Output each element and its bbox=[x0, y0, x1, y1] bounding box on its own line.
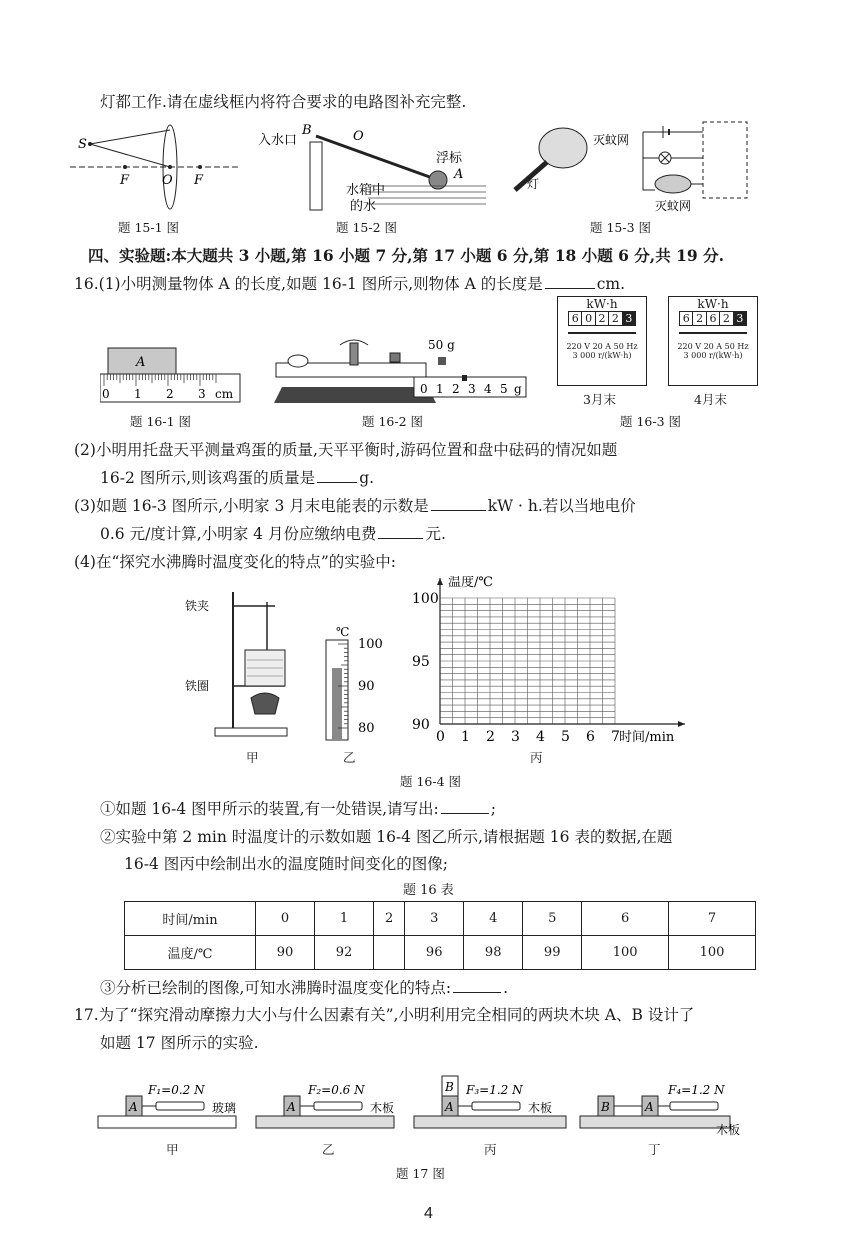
clamp-label: 铁夹 bbox=[185, 599, 210, 613]
surface-board-4: 木板 bbox=[716, 1123, 741, 1137]
svg-text:cm: cm bbox=[215, 387, 234, 401]
q16-part3a: (3)如题 16-3 图所示,小明家 3 月末电能表的示数是 kW · h.若以当地电价 bbox=[74, 494, 636, 516]
svg-text:B: B bbox=[445, 1080, 454, 1094]
label-S: S bbox=[78, 137, 87, 152]
svg-text:5: 5 bbox=[500, 382, 508, 396]
swatter-label: 灭蚊网 bbox=[593, 133, 630, 147]
page-number: 4 bbox=[424, 1205, 433, 1222]
q17-line2: 如题 17 图所示的实验. bbox=[100, 1034, 259, 1052]
q16-part1: 16.(1)小明测量物体 A 的长度,如题 16-1 图所示,则物体 A 的长度是 cm. bbox=[74, 272, 625, 294]
force-f1: F₁=0.2 N bbox=[148, 1083, 205, 1097]
svg-text:100: 100 bbox=[358, 637, 383, 652]
panel-yi: 乙 bbox=[322, 1142, 335, 1157]
graph-label: 丙 bbox=[530, 750, 543, 765]
answer-blank-error[interactable] bbox=[441, 798, 489, 815]
panel-ding: 丁 bbox=[648, 1142, 661, 1157]
ring-label: 铁圈 bbox=[185, 679, 210, 693]
q16-sub2a: ②实验中第 2 min 时温度计的示数如题 16-4 图乙所示,请根据题 16 表的数据,在题 bbox=[100, 828, 673, 846]
x-tick-label: 4 bbox=[536, 729, 545, 745]
surface-glass: 玻璃 bbox=[212, 1101, 237, 1115]
y-axis-label: 温度/℃ bbox=[448, 576, 493, 590]
weight-label: 50 g bbox=[428, 338, 455, 352]
answer-blank-length[interactable] bbox=[545, 273, 595, 290]
svg-text:1: 1 bbox=[134, 387, 142, 401]
intro-line: 灯都工作.请在虚线框内将符合要求的电路图补充完整. bbox=[100, 93, 467, 111]
caption-15-1: 题 15-1 图 bbox=[118, 220, 180, 235]
answer-blank-feature[interactable] bbox=[453, 977, 501, 994]
svg-text:A: A bbox=[645, 1100, 654, 1114]
svg-text:2: 2 bbox=[452, 382, 460, 396]
svg-text:3: 3 bbox=[468, 382, 476, 396]
q17-line1: 17.为了“探究滑动摩擦力大小与什么因素有关”,小明利用完全相同的两块木块 A、B 设计了 bbox=[74, 1006, 695, 1024]
x-tick-label: 6 bbox=[586, 729, 595, 745]
meter-april: kW·h 6 2 6 2 3 220 V 20 A 50 Hz 3 000 r/(kW·h) bbox=[668, 296, 758, 386]
tank-B: B bbox=[302, 123, 312, 138]
x-tick-label: 7 bbox=[611, 729, 620, 745]
svg-text:2: 2 bbox=[166, 387, 174, 401]
x-arrow bbox=[678, 721, 685, 727]
figure-16-2-balance bbox=[268, 335, 538, 410]
q16-part2a: (2)小明用托盘天平测量鸡蛋的质量,天平平衡时,游码位置和盘中砝码的情况如题 bbox=[74, 441, 618, 459]
force-f3: F₃=1.2 N bbox=[466, 1083, 523, 1097]
svg-text:0: 0 bbox=[420, 382, 428, 396]
x-tick-label: 3 bbox=[511, 729, 520, 745]
q16-part2b: 16-2 图所示,则该鸡蛋的质量是 g. bbox=[100, 466, 374, 488]
section-4-header: 四、实验题:本大题共 3 小题,第 16 小题 7 分,第 17 小题 6 分,第 18 小题 6 分,共 19 分. bbox=[88, 246, 724, 265]
svg-text:B: B bbox=[601, 1100, 610, 1114]
force-f2: F₂=0.6 N bbox=[308, 1083, 365, 1097]
svg-text:3: 3 bbox=[198, 387, 206, 401]
thermometer-label: 乙 bbox=[343, 750, 356, 765]
caption-15-2: 题 15-2 图 bbox=[336, 220, 398, 235]
caption-16-4: 题 16-4 图 bbox=[400, 774, 462, 789]
x-tick-label: 0 bbox=[436, 729, 445, 745]
y-tick-label: 90 bbox=[412, 717, 430, 733]
svg-text:℃: ℃ bbox=[336, 625, 350, 639]
figure-15-2-tank bbox=[258, 122, 488, 214]
y-arrow bbox=[437, 578, 443, 585]
tank-inlet-label: 入水口 bbox=[258, 133, 298, 148]
tank-float-label: 浮标 bbox=[436, 151, 463, 166]
surface-board-3: 木板 bbox=[528, 1101, 553, 1115]
table-cell-missing[interactable] bbox=[374, 936, 405, 970]
caption-17: 题 17 图 bbox=[396, 1166, 445, 1181]
surface-board-2: 木板 bbox=[370, 1101, 395, 1115]
ruler-object-A: A bbox=[136, 355, 146, 370]
label-F: F bbox=[120, 173, 130, 188]
q16-part3b: 0.6 元/度计算,小明家 4 月份应缴纳电费 元. bbox=[100, 522, 446, 544]
svg-text:A: A bbox=[129, 1100, 138, 1114]
x-tick-label: 1 bbox=[461, 729, 470, 745]
caption-16-2: 题 16-2 图 bbox=[362, 414, 424, 429]
panel-bing: 丙 bbox=[484, 1142, 497, 1157]
x-axis-label: 时间/min bbox=[619, 730, 675, 745]
figure-16-4-thermometer bbox=[318, 624, 398, 748]
caption-16-1: 题 16-1 图 bbox=[130, 414, 192, 429]
q16-sub2b: 16-4 图丙中绘制出水的温度随时间变化的图像; bbox=[124, 855, 448, 873]
answer-blank-fee[interactable] bbox=[378, 523, 423, 540]
svg-text:90: 90 bbox=[358, 679, 375, 694]
data-table-16 bbox=[124, 901, 756, 970]
tank-O: O bbox=[353, 129, 364, 144]
answer-blank-mass[interactable] bbox=[317, 467, 357, 484]
meter-march-label: 3月末 bbox=[583, 392, 616, 407]
table-row-temp: 温度/℃ 90 92 96 98 99 100 100 bbox=[125, 936, 756, 970]
net-label: 灭蚊网 bbox=[655, 199, 692, 213]
meter-march: kW·h 6 0 2 2 3 220 V 20 A 50 Hz 3 000 r/(kW·h) bbox=[557, 296, 647, 386]
svg-text:4: 4 bbox=[484, 382, 492, 396]
svg-text:g: g bbox=[514, 382, 522, 396]
figure-15-3-swatter bbox=[505, 118, 755, 216]
answer-blank-reading[interactable] bbox=[431, 495, 486, 512]
x-tick-label: 2 bbox=[486, 729, 495, 745]
figure-16-4-apparatus bbox=[185, 588, 295, 758]
table-row-time: 时间/min 0 1 2 3 4 5 6 7 bbox=[125, 902, 756, 936]
figure-17-friction bbox=[96, 1060, 766, 1140]
q16-sub1: ①如题 16-4 图甲所示的装置,有一处错误,请写出: ; bbox=[100, 797, 496, 819]
svg-text:A: A bbox=[445, 1100, 454, 1114]
svg-text:80: 80 bbox=[358, 721, 375, 736]
figure-15-1-lens bbox=[70, 122, 240, 212]
tank-water2: 的水 bbox=[350, 199, 377, 214]
meter-april-label: 4月末 bbox=[694, 392, 727, 407]
svg-text:0: 0 bbox=[102, 387, 110, 401]
tank-water1: 水箱中 bbox=[346, 183, 386, 198]
panel-jia: 甲 bbox=[166, 1142, 179, 1157]
apparatus-label: 甲 bbox=[246, 750, 259, 765]
label-F2: F bbox=[194, 173, 204, 188]
lamp-label: 灯 bbox=[527, 177, 540, 191]
figure-16-4-grid-chart[interactable] bbox=[410, 576, 700, 756]
q16-part4: (4)在“探究水沸腾时温度变化的特点”的实验中: bbox=[74, 553, 397, 571]
label-O: O bbox=[162, 173, 173, 188]
force-f4: F₄=1.2 N bbox=[668, 1083, 725, 1097]
caption-15-3: 题 15-3 图 bbox=[590, 220, 652, 235]
caption-16-3: 题 16-3 图 bbox=[620, 414, 682, 429]
figure-16-1-ruler bbox=[100, 346, 242, 406]
table-title: 题 16 表 bbox=[403, 883, 454, 898]
y-tick-label: 100 bbox=[412, 591, 439, 607]
svg-text:A: A bbox=[287, 1100, 296, 1114]
x-tick-label: 5 bbox=[561, 729, 570, 745]
y-tick-label: 95 bbox=[412, 654, 430, 670]
q16-sub3: ③分析已绘制的图像,可知水沸腾时温度变化的特点: . bbox=[100, 976, 508, 998]
tank-A: A bbox=[454, 167, 464, 182]
svg-text:1: 1 bbox=[436, 382, 444, 396]
